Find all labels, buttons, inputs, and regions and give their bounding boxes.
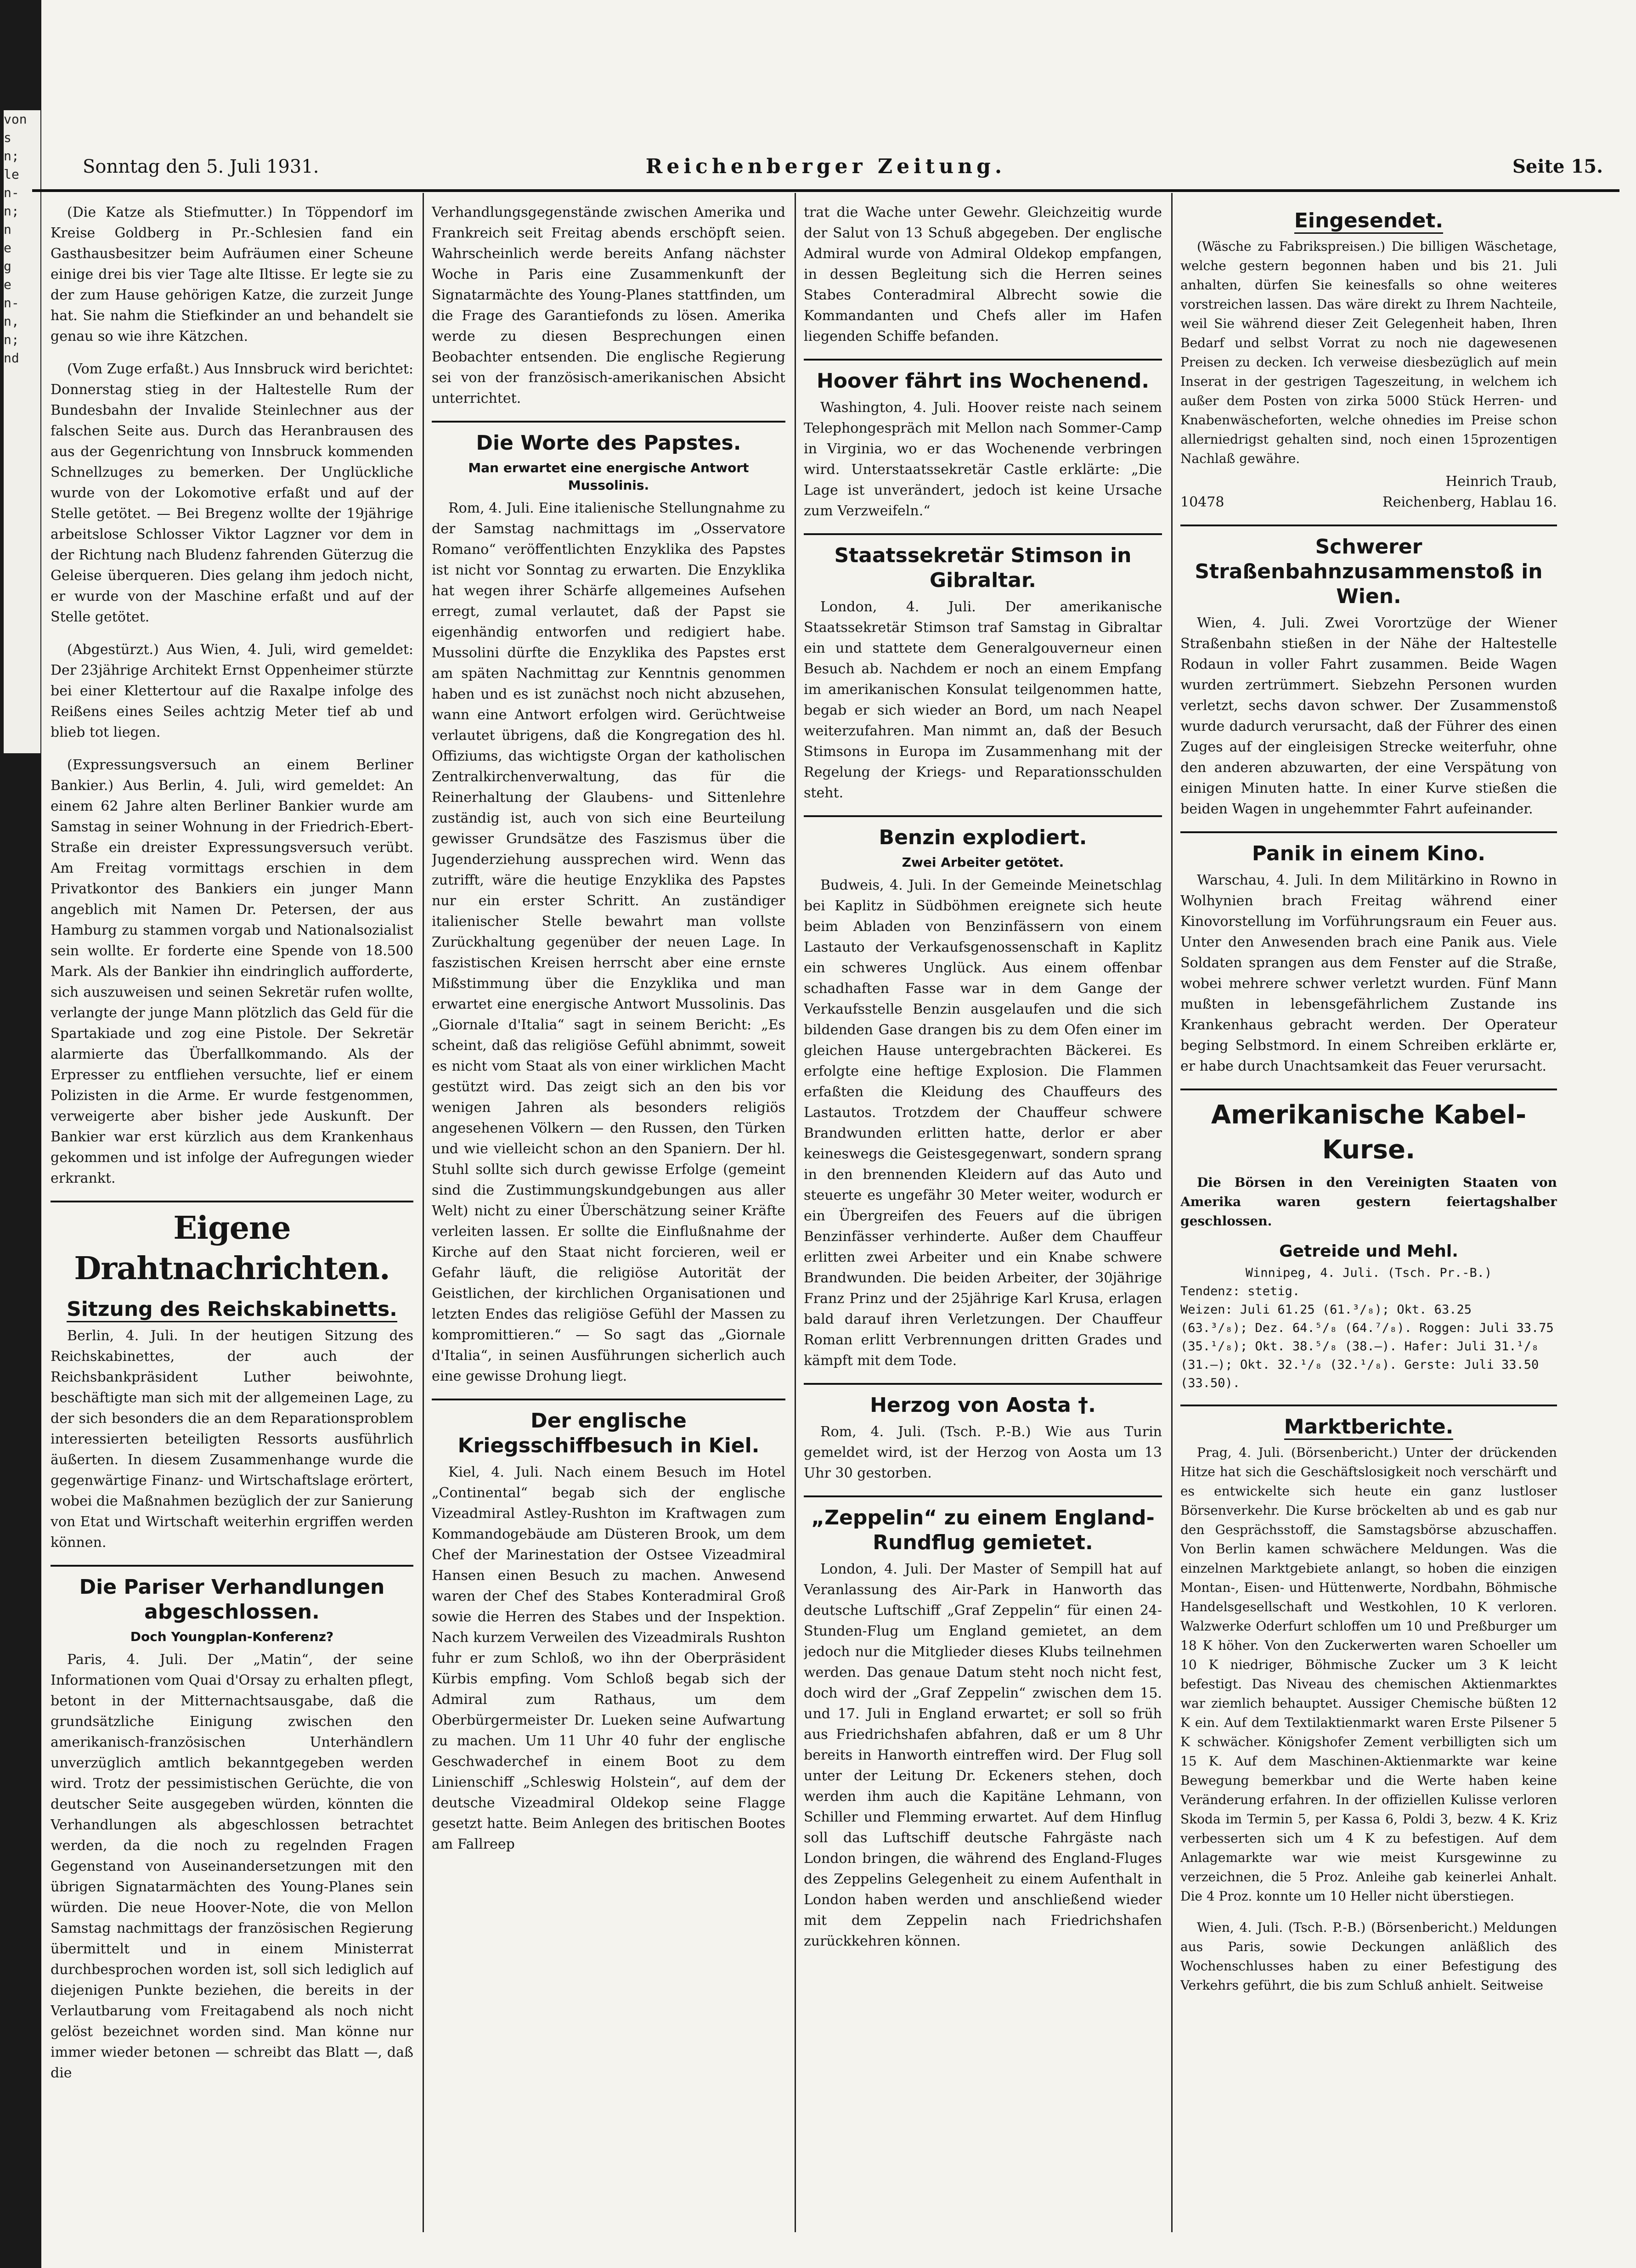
page-number: Seite 15.	[1512, 156, 1603, 177]
headline-benzin: Benzin explodiert.	[879, 826, 1087, 849]
column-rule	[423, 193, 424, 2232]
quote-line: (33.50).	[1180, 1376, 1241, 1390]
column-2	[432, 202, 785, 2240]
article-benzin	[804, 875, 1162, 1371]
article-kriegsschiff	[432, 1462, 785, 1855]
article-text: Paris, 4. Juli. Der „Matin“, der seine Informationen vom Quai d'Orsay zu erhalten pflegt, betont in der Mitternachtsausgabe, daß die grundsätzliche Einigung zwischen den amerikanisch-französischen Unterhändlern unverzüglich amtlich bekanntgegeben werden wird. Trotz der pessimistischen Gerüchte, die von deutscher Seite ausgegeben würden, könnten die Verhandlungen als abgeschlossen betrachtet werden, da die noch zu regelnden Fragen Gegenstand von Auseinandersetzungen mit den übrigen Signatarmächten des Young-Planes sein würden. Die neue Hoover-Note, die von Mellon Samstag nachmittags der französischen Regierung übermittelt und in einem Ministerrat durchbesprochen worden ist, soll sich lediglich auf diejenigen Punkte beziehen, die bereits in der Verlautbarung vom Freitagabend als noch nicht gelöst bezeichnet worden sind. Man könne nur immer wieder betonen — schreibt das Blatt —, daß die	[51, 1652, 413, 2081]
headline-eingesendet	[1180, 209, 1557, 233]
article-stimson	[804, 597, 1162, 803]
quote-line: (31.—); Okt. 32.¹/₈ (32.¹/₈). Gerste: Juli 33.50	[1180, 1358, 1539, 1372]
header-date: Sonntag den 5. Juli 1931.	[83, 156, 319, 177]
article-panik	[1180, 870, 1557, 1077]
article-text: Budweis, 4. Juli. In der Gemeinde Meinetschlag bei Kaplitz in Südböhmen ereignete sich heute beim Abladen von Benzinfässern von einem Lastauto der Verkaufsgenossenschaft in Kaplitz ein schweres Unglück. Aus einem offenbar schadhaften Fasse war in dem Gange der Verkaufsstelle Benzin ausgelaufen und die sich bildenden Gase drangen bis zu dem Ofen einer im gleichen Hause untergebrachten Bäckerei. Es erfolgte eine heftige Explosion. Die Flammen erfaßten die Kleidung des Chauffeurs des Lastautos. Trotzdem der Chauffeur schwere Brandwunden erlitten hatte, derlor er aber keineswegs die Geistesgegenwart, sondern sprang in den brennenden Kleidern auf das Auto und steuerte es ungefähr 30 Meter weiter, wodurch er ein Übergreifen des Feuers auf die übrigen Benzinfässer verhinderte. Außer dem Chauffeur erlitten zwei Arbeiter und ein Knabe schwere Brandwunden. Die beiden Arbeiter, der 30jährige Franz Prinz und der 25jährige Karl Krusa, erlagen bald darauf ihren Verletzungen. Der Chauffeur Roman erlitt Verbrennungen dritten Grades und kämpft mit dem Tode.	[804, 877, 1162, 1369]
divider	[804, 1383, 1162, 1385]
headline-aosta: Herzog von Aosta †.	[870, 1394, 1096, 1417]
divider	[432, 421, 785, 423]
article-zug	[51, 359, 413, 627]
subheadline-papst: Man erwartet eine energische Antwort Mussolinis.	[468, 460, 749, 493]
adjacent-page-fragment: von s n; le n- n; n e g e n- n, n; nd	[4, 110, 40, 753]
article-kabel	[1180, 1173, 1557, 1231]
headline-hoover: Hoover fährt ins Wochenend.	[816, 369, 1150, 393]
article-text: London, 4. Juli. Der amerikanische Staatssekretär Stimson traf Samstag in Gibraltar ein und stattete dem Generalgouverneur einen Besuch ab. Nachdem er noch an einem Empfang im amerikanischen Konsulat teilgenommen hatte, begab er sich wieder an Bord, um nach Neapel weiterzufahren. Man nimmt an, daß der Besuch Stimsons in Europa im Zusammenhang mit der Regelung der Kriegs- und Reparationsschulden steht.	[804, 599, 1162, 801]
article-text: Wien, 4. Juli. Zwei Vorortzüge der Wiener Straßenbahn stießen in der Nähe der Haltestelle Rodaun in voller Fahrt zusammen. Beide Wagen wurden zertrümmert. Siebzehn Personen wurden verletzt, sechs davon schwer. Der Zusammenstoß wurde dadurch verursacht, daß der Führer des einen Zuges auf der eingleisigen Strecke weiterfuhr, ohne den anderen abzuwarten, der eine Verspätung von einigen Minuten hatte. In einer Kurve stießen die beiden Wagen in ungehemmter Fahrt aufeinander.	[1180, 615, 1557, 817]
article-text: Die Börsen in den Vereinigten Staaten von Amerika waren gestern feiertagshalber geschlossen.	[1180, 1175, 1557, 1229]
article-prag-boerse	[1180, 1443, 1557, 1906]
divider	[804, 1495, 1162, 1497]
signature-address: Reichenberg, Hablau 16.	[1382, 494, 1557, 510]
article-katze	[51, 202, 413, 347]
article-abgestuerzt	[51, 639, 413, 743]
article-text: Rom, 4. Juli. Eine italienische Stellungnahme zu der Samstag nachmittags im „Osservatore Romano“ veröffentlichten Enzyklika des Papstes ist nicht vor Sonntag zu erwarten. Die Enzyklika hat wegen ihrer Schärfe allgemeines Aufsehen erregt, zumal verlautet, daß der Papst sie eigenhändig entworfen und redigiert habe. Mussolini dürfte die Enzyklika des Papstes erst am späten Nachmittag zur Kenntnis genommen haben und es ist zunächst noch nicht abzusehen, wann eine Antwort erfolgen wird. Gerüchtweise verlautet übrigens, daß die Kongregation des hl. Offiziums, das wichtigste Organ der katholischen Zentralkirchenverwaltung, das für die Reinerhaltung der Glaubens- und Sittenlehre zuständig ist, auch von sich eine Beurteilung gewisser Grundsätze des Faszismus über die Jugenderziehung aussprechen wird. Wenn das zutrifft, wäre die heutige Enzyklika des Papstes nur ein erster Schritt. An zuständiger italienischer Stelle bewahrt man vollste Zurückhaltung gegenüber der neuen Lage. In faszistischen Kreisen herrscht aber eine ernste Mißstimmung über die Enzyklika und man erwartet eine energische Antwort Mussolinis. Das „Giornale d'Italia“ sagt in seinem Bericht: „Es scheint, daß das religiöse Gefühl abnimmt, soweit es nicht vom Staat als von einer wirklichen Macht gestützt wird. Das zeigt sich an den bis vor wenigen Jahren als besonders religiös angesehenen Völkern — den Russen, den Türken und wie vielleicht schon an den Spaniern. Der hl. Stuhl sollte sich durch gewisse Erfolge (gemeint sind die Zustimmungskundgebungen aus aller Welt) nicht zu einer Überschätzung seiner Kräfte verleiten lassen. Er sollte die Einflußnahme der Kirche auf den Staat nicht forcieren, weil er Gefahr läuft, die religiöse Autorität der Geistlichen, der kirchlichen Organisationen und letzten Endes das religiöse Gefühl der Massen zu kompromittieren.“ — So sagt das „Giornale d'Italia“, in seinen Ausführungen sicherlich auch eine gewisse Drohung liegt.	[432, 500, 785, 1384]
article-pariser	[51, 1649, 413, 2083]
article-papst	[432, 498, 785, 1387]
quote-line: (63.³/₈); Dez. 64.⁵/₈ (64.⁷/₈). Roggen: Juli 33.75	[1180, 1321, 1554, 1335]
divider	[1180, 525, 1557, 526]
quote-line: Weizen: Juli 61.25 (61.³/₈); Okt. 63.25	[1180, 1303, 1472, 1317]
ad-number: 10478	[1180, 494, 1224, 510]
divider	[804, 359, 1162, 361]
divider	[51, 1565, 413, 1567]
article-text: trat die Wache unter Gewehr. Gleichzeitig wurde der Salut von 13 Schuß abgegeben. Der englische Admiral wurde von Admiral Oldekop empfangen, in dessen Begleitung sich die Herren seines Stabes Conteradmiral Albrecht sowie die Kommandanten und Chefs aller im Hafen liegenden Schiffe befanden.	[804, 204, 1162, 344]
article-text: (Wäsche zu Fabrikspreisen.) Die billigen Wäschetage, welche gestern begonnen haben und bis 21. Juli anhalten, dürfen Sie keinesfalls so ohne weiteres vorstreichen lassen. Das wäre direkt zu Ihrem Nachteile, weil Sie während dieser Zeit Gelegenheit haben, Ihren Bedarf und selbst Vorrat zu noch nie dagewesenen Preisen zu decken. Ich verweise diesbezüglich auf mein Inserat in der gestrigen Tageszeitung, in welchem ich außer dem Posten von zirka 5000 Stück Herren- und Knabenwäscheforten, welche ohnedies im Preise schon allerniedrigst gehalten sind, noch einen 15prozentigen Nachlaß gewähre.	[1180, 239, 1557, 466]
headline-text: Eingesendet.	[1294, 209, 1443, 234]
article-text: Kiel, 4. Juli. Nach einem Besuch im Hotel „Continental“ begab sich der englische Vizeadmiral Astley-Rushton im Kraftwagen zum Kommandogebäude am Düsteren Brook, um dem Chef der Marinestation der Ostsee Vizeadmiral Hansen einen Besuch zu machen. Anwesend waren der Chef des Stabes Konteradmiral Groß sowie die Herren des Stabes und der Inspektion. Nach kurzem Verweilen des Vizeadmirals Rushton fuhr er zum Schloß, wo ihn der Oberpräsident Kürbis empfing. Vom Schloß begab sich der Admiral zum Rathaus, um dem Oberbürgermeister Dr. Lueken seine Aufwartung zu machen. Um 11 Uhr 40 fuhr der englische Geschwaderchef in einem Boot zu dem Linienschiff „Schleswig Holstein“, auf dem der deutsche Vizeadmiral Oldekop seine Flagge gesetzt hatte. Beim Anlegen des britischen Bootes am Fallreep	[432, 1464, 785, 1852]
headline-stimson: Staatssekretär Stimson in Gibraltar.	[834, 544, 1132, 592]
article-text: Rom, 4. Juli. (Tsch. P.-B.) Wie aus Turin gemeldet wird, ist der Herzog von Aosta um 13 Uhr 30 gestorben.	[804, 1424, 1162, 1481]
headline-papst: Die Worte des Papstes.	[476, 431, 741, 455]
column-1	[51, 202, 413, 2240]
subheadline-pariser: Doch Youngplan-Konferenz?	[130, 1629, 334, 1644]
headline-getreide: Getreide und Mehl.	[1279, 1242, 1458, 1261]
article-reichskabinett	[51, 1326, 413, 1553]
article-wien-boerse	[1180, 1918, 1557, 1995]
header-rule	[32, 189, 1619, 192]
article-bankier	[51, 755, 413, 1189]
divider	[1180, 831, 1557, 833]
headline-reichskabinett	[51, 1297, 413, 1322]
signature-name: Heinrich Traub,	[1445, 474, 1557, 490]
quote-line: Tendenz: stetig.	[1180, 1284, 1300, 1298]
headline-markt	[1180, 1415, 1557, 1439]
scan-edge	[0, 0, 41, 2268]
section-title: Eigene Drahtnachrichten.	[51, 1201, 413, 1289]
article-text: Warschau, 4. Juli. In dem Militärkino in Rowno in Wolhynien brach Freitag während einer Kinovorstellung im Vorführungsraum ein Feuer aus. Unter den Anwesenden brach eine Panik aus. Viele Soldaten sprangen aus dem Fenster auf die Straße, wobei mehrere schwer verletzt wurden. Fünf Mann mußten in lebensgefährlichem Zustande ins Krankenhaus gebracht werden. Der Operateur beging Selbstmord. In einem Schreiben erklärte er, er habe durch Unachtsamkeit das Feuer verursacht.	[1180, 872, 1557, 1074]
article-text: Berlin, 4. Juli. In der heutigen Sitzung des Reichskabinettes, der auch der Reichsbankpräsident Luther beiwohnte, beschäftigte man sich mit der allgemeinen Lage, zu der sich besonders die an dem Reparationsproblem interessierten beteiligten Ressorts ausführlich äußerten. In diesem Zusammenhange wurde die gegenwärtige Finanz- und Wirtschaftslage erörtert, wobei die Maßnahmen bezüglich der zur Sanierung von Etat und Wirtschaft weiterhin ergriffen werden können.	[51, 1328, 413, 1551]
article-text: (Expressungsversuch an einem Berliner Bankier.) Aus Berlin, 4. Juli, wird gemeldet: An einem 62 Jahre alten Berliner Bankier wurde am Samstag in seiner Wohnung in der Friedrich-Ebert-Straße ein dreister Expressungsversuch verübt. Am Freitag vormittags erschien in dem Privatkontor des Bankiers ein junger Mann angeblich mit Namen Dr. Petersen, der aus Hamburg zu stammen vorgab und Nationalsozialist sein wollte. Er forderte eine Spende von 18.500 Mark. Als der Bankier ihn eindringlich aufforderte, sich auszuweisen und seinen Sekretär rufen wollte, verlangte der junge Mann plötzlich das Geld für die Spartakiade und zog eine Pistole. Der Sekretär alarmierte das Überfallkommando. Als der Erpresser zu entfliehen versuchte, lief er einem Polizisten in die Arme. Er wurde festgenommen, verweigerte aber bisher jede Auskunft. Der Bankier war erst kürzlich aus dem Krankenhaus gekommen und ist infolge der Aufregungen wieder erkrankt.	[51, 757, 413, 1186]
column-rule	[795, 193, 796, 2232]
headline-panik: Panik in einem Kino.	[1252, 842, 1486, 865]
column-rule	[1171, 193, 1173, 2232]
headline-text: Marktberichte.	[1284, 1415, 1454, 1440]
article-pariser-cont	[432, 202, 785, 409]
article-zeppelin	[804, 1559, 1162, 1952]
article-text: (Die Katze als Stiefmutter.) In Töppendorf im Kreise Goldberg in Pr.-Schlesien fand ein Gasthausbesitzer beim Aufräumen einer Scheune einige drei bis vier Tage alte Iltisse. Er legte sie zu der zum Hause gehörigen Katze, die zurzeit Junge hat. Sie nahm die Stiefkinder an und behandelt sie genau so wie ihre Kätzchen.	[51, 204, 413, 344]
article-text: Washington, 4. Juli. Hoover reiste nach seinem Telephongespräch mit Mellon nach Sommer-Camp in Virginia, wo er das Wochenende verbringen wird. Unterstaatssekretär Castle erklärte: „Die Lage ist unverändert, jedoch ist keine Ursache zum Verzweifeln.“	[804, 400, 1162, 519]
headline-kriegsschiff: Der englische Kriegsschiffbesuch in Kiel.	[457, 1409, 760, 1457]
subheadline-benzin: Zwei Arbeiter getötet.	[902, 855, 1064, 870]
masthead: Reichenberger Zeitung.	[645, 155, 1006, 178]
headline-kabel: Amerikanische Kabel-Kurse.	[1180, 1089, 1557, 1168]
column-3	[804, 202, 1162, 2240]
article-text: Verhandlungsgegenstände zwischen Amerika und Frankreich seit Freitag abends erschöpft seien. Wahrscheinlich werde bereits Anfang nächster Woche in Paris eine Zusammenkunft der Signatarmächte des Young-Planes stattfinden, um die Frage des Garantiefonds zu lösen. Amerika werde zu diesen Besprechungen einen Beobachter entsenden. Die englische Regierung sei von der französisch-amerikanischen Absicht unterrichtet.	[432, 204, 785, 406]
headline-strassenbahn: Schwerer Straßenbahnzusammenstoß in Wien.	[1195, 535, 1543, 608]
divider	[804, 533, 1162, 535]
column-4	[1180, 202, 1557, 2240]
article-text: Prag, 4. Juli. (Börsenbericht.) Unter der drückenden Hitze hat sich die Geschäftslosigkeit noch verschärft und es entwickelte sich heute ein ganz lustloser Börsenverkehr. Die Kurse bröckelten ab und es gab nur den Gesprächsstoff, die Samstagsbörse abzuschaffen. Von Berlin kamen schwächere Meldungen. Was die einzelnen Marktgebiete anlangt, so hoben die einzigen Montan-, Eisen- und Hüttenwerte, Nordbahn, Böhmische Handelsgesellschaft und Westkohlen, 10 K verloren. Walzwerke Oderfurt schloffen um 10 und Preßburger um 18 K höher. Von den Zuckerwerten waren Schoeller um 10 K niedriger, Böhmische Zucker um 3 K leicht befestigt. Das Niveau des chemischen Aktienmarktes war ziemlich behauptet. Aussiger Chemische büßten 12 K ein. Auf dem Textilaktienmarkt waren Erste Pilsener 5 K schwächer. Königshofer Zement verbilligten sich um 15 K. Auf dem Maschinen-Aktienmarkte war keine Bewegung bemerkbar und die Werte haben keine Veränderung erfahren. In der offiziellen Kulisse verloren Skoda im Termin 5, per Kassa 6, Poldi 3, bezw. 4 K. Kriz verbesserten sich um 4 K zu befestigen. Auf dem Anlagemarkte war wie meist Kursgewinne zu verzeichnen, die 5 Proz. Anleihe gab keinerlei Anhalt. Die 4 Proz. konnte um 10 Heller nicht überstiegen.	[1180, 1445, 1557, 1904]
quote-line: (35.¹/₈); Okt. 38.⁵/₈ (38.—). Hafer: Juli 31.¹/₈	[1180, 1339, 1539, 1354]
article-kriegsschiff-cont	[804, 202, 1162, 347]
signature-line	[1180, 492, 1557, 513]
grain-quotes	[1180, 1264, 1557, 1393]
quote-line: Winnipeg, 4. Juli. (Tsch. Pr.-B.)	[1245, 1266, 1492, 1280]
headline-text: Sitzung des Reichskabinetts.	[67, 1298, 397, 1322]
article-aosta	[804, 1422, 1162, 1484]
divider	[1180, 1405, 1557, 1406]
article-hoover	[804, 397, 1162, 521]
article-text: Wien, 4. Juli. (Tsch. P.-B.) (Börsenbericht.) Meldungen aus Paris, sowie Deckungen anläßlich des Wochenschlusses haben zu einer Befestigung des Verkehrs geführt, die bis zum Schluß anhielt. Seitweise	[1180, 1920, 1557, 1993]
page-header	[32, 138, 1619, 188]
article-text: (Abgestürzt.) Aus Wien, 4. Juli, wird gemeldet: Der 23jährige Architekt Ernst Oppenheimer stürzte bei einer Klettertour auf die Raxalpe infolge des Reißens eines Seiles achtzig Meter tief ab und blieb tot liegen.	[51, 642, 413, 740]
article-text: (Vom Zuge erfaßt.) Aus Innsbruck wird berichtet: Donnerstag stieg in der Haltestelle Rum der Bundesbahn der Invalide Steinlechner aus der falschen Seite aus. Durch das Heranbrausen des aus der Gegenrichtung von Innsbruck kommenden Schnellzuges zu bemerken. Der Unglückliche wurde von der Lokomotive erfaßt und auf der Stelle getötet. — Bei Bregenz wollte der 19jährige arbeitslose Schlosser Viktor Lagzner vor dem in der Richtung nach Bludenz fahrenden Güterzug die Geleise überqueren. Dies gelang ihm jedoch nicht, er wurde von der Maschine erfaßt und auf der Stelle getötet.	[51, 361, 413, 625]
headline-zeppelin: „Zeppelin“ zu einem England-Rundflug gemietet.	[811, 1506, 1155, 1554]
divider	[432, 1399, 785, 1400]
article-eingesendet	[1180, 237, 1557, 513]
article-strassenbahn	[1180, 613, 1557, 819]
article-text: London, 4. Juli. Der Master of Sempill hat auf Veranlassung des Air-Park in Hanworth das deutsche Luftschiff „Graf Zeppelin“ für einen 24-Stunden-Flug um England gemietet, an dem jedoch nur die Mitglieder dieses Klubs teilnehmen werden. Das genaue Datum steht noch nicht fest, doch wird der „Graf Zeppelin“ zwischen dem 15. und 17. Juli in England erwartet; er soll so früh aus Friedrichshafen abfahren, daß er um 8 Uhr bereits in Hanworth eintreffen wird. Der Flug soll unter der Leitung Dr. Eckeners stehen, doch werden ihm auch die Kapitäne Lehmann, von Schiller und Flemming erwartet. Auf dem Hinflug soll das Luftschiff deutsche Fahrgäste nach London bringen, die während des England-Fluges des Zeppelins Gelegenheit zu einem Aufenthalt in London haben werden und anschließend wieder mit dem Zeppelin nach Friedrichshafen zurückkehren können.	[804, 1561, 1162, 1949]
headline-pariser: Die Pariser Verhandlungen abgeschlossen.	[79, 1575, 385, 1624]
divider	[804, 815, 1162, 817]
